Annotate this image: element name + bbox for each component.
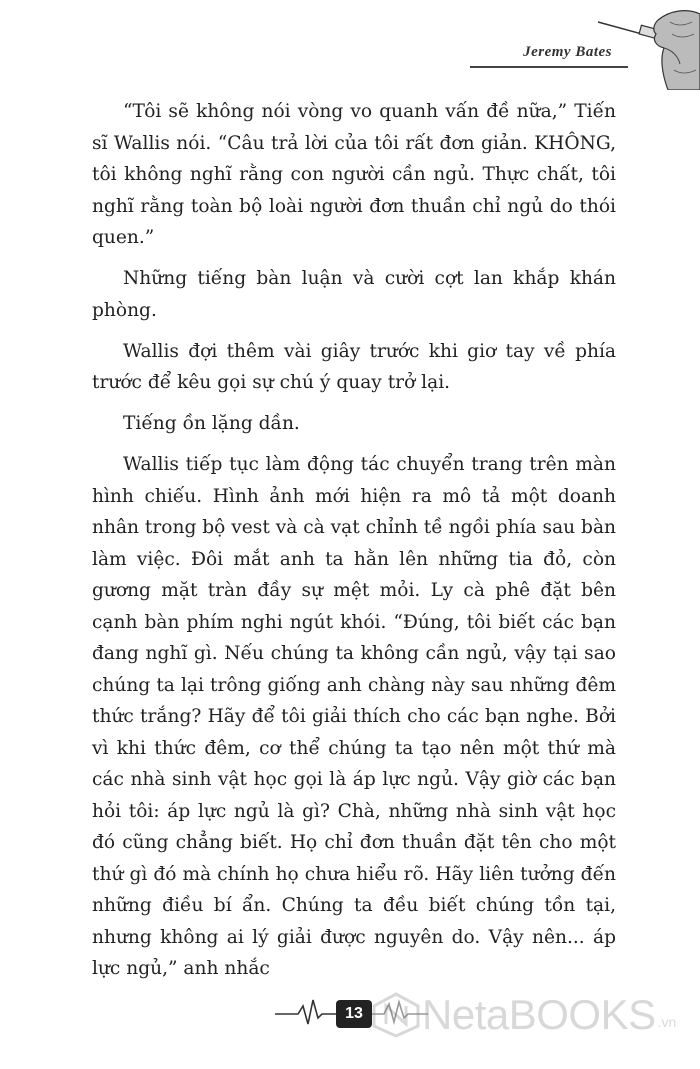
paragraph: Wallis tiếp tục làm động tác chuyển trang trên màn hình chiếu. Hình ảnh mới hiện ra mô tả một doanh nhân trong bộ vest và cà vạt chỉnh tề ngồi phía sau bàn làm việc. Đôi mắt anh ta hằn lên những tia đỏ, còn gương mặt tràn đầy sự mệt mỏi. Ly cà phê đặt bên cạnh bàn phím nghi ngút khói. “Đúng, tôi biết các bạn đang nghĩ gì. Nếu chúng ta không cần ngủ, vậy tại sao chúng ta lại trông giống anh chàng này sau những đêm thức trắng? Hãy để tôi giải thích cho các bạn nghe. Bởi vì khi thức đêm, cơ thể chúng ta tạo nên một thứ mà các nhà sinh vật học gọi là áp lực ngủ. Vậy giờ các bạn hỏi tôi: áp lực ngủ là gì? Chà, những nhà sinh vật học đó cũng chẳng biết. Họ chỉ đơn thuần đặt tên cho một thứ gì đó mà chính họ chưa hiểu rõ. Hãy liên tưởng đến những điều bí ẩn. Chúng ta đều biết chúng tồn tại, nhưng không ai lý giải được nguyên do. Vậy nên... áp lực ngủ,” anh nhắc (92, 454, 617, 979)
paragraph: Wallis đợi thêm vài giây trước khi giơ tay về phía trước để kêu gọi sự chú ý quay trở lại. (92, 340, 616, 393)
page-body (92, 96, 616, 994)
netabooks-logo-icon (370, 992, 422, 1038)
paragraph: Những tiếng bàn luận và cười cợt lan khắp khán phòng. (92, 268, 616, 321)
hand-holding-syringe-icon (590, 0, 700, 90)
page-number: 13 (336, 1000, 372, 1028)
running-header-author: Jeremy Bates (523, 44, 612, 60)
watermark-text: NetaBOOKS (422, 991, 656, 1038)
paragraph: Tiếng ồn lặng dần. (123, 413, 300, 434)
paragraph: “Tôi sẽ không nói vòng vo quanh vấn đề nữa,” Tiến sĩ Wallis nói. “Câu trả lời của tôi rất đơn giản. KHÔNG, tôi không nghĩ rằng con người cần ngủ. Thực chất, tôi nghĩ rằng toàn bộ loài người đơn thuần chỉ ngủ do thói quen.” (92, 101, 616, 248)
watermark (370, 990, 676, 1040)
watermark-suffix: .vn (657, 1014, 677, 1030)
